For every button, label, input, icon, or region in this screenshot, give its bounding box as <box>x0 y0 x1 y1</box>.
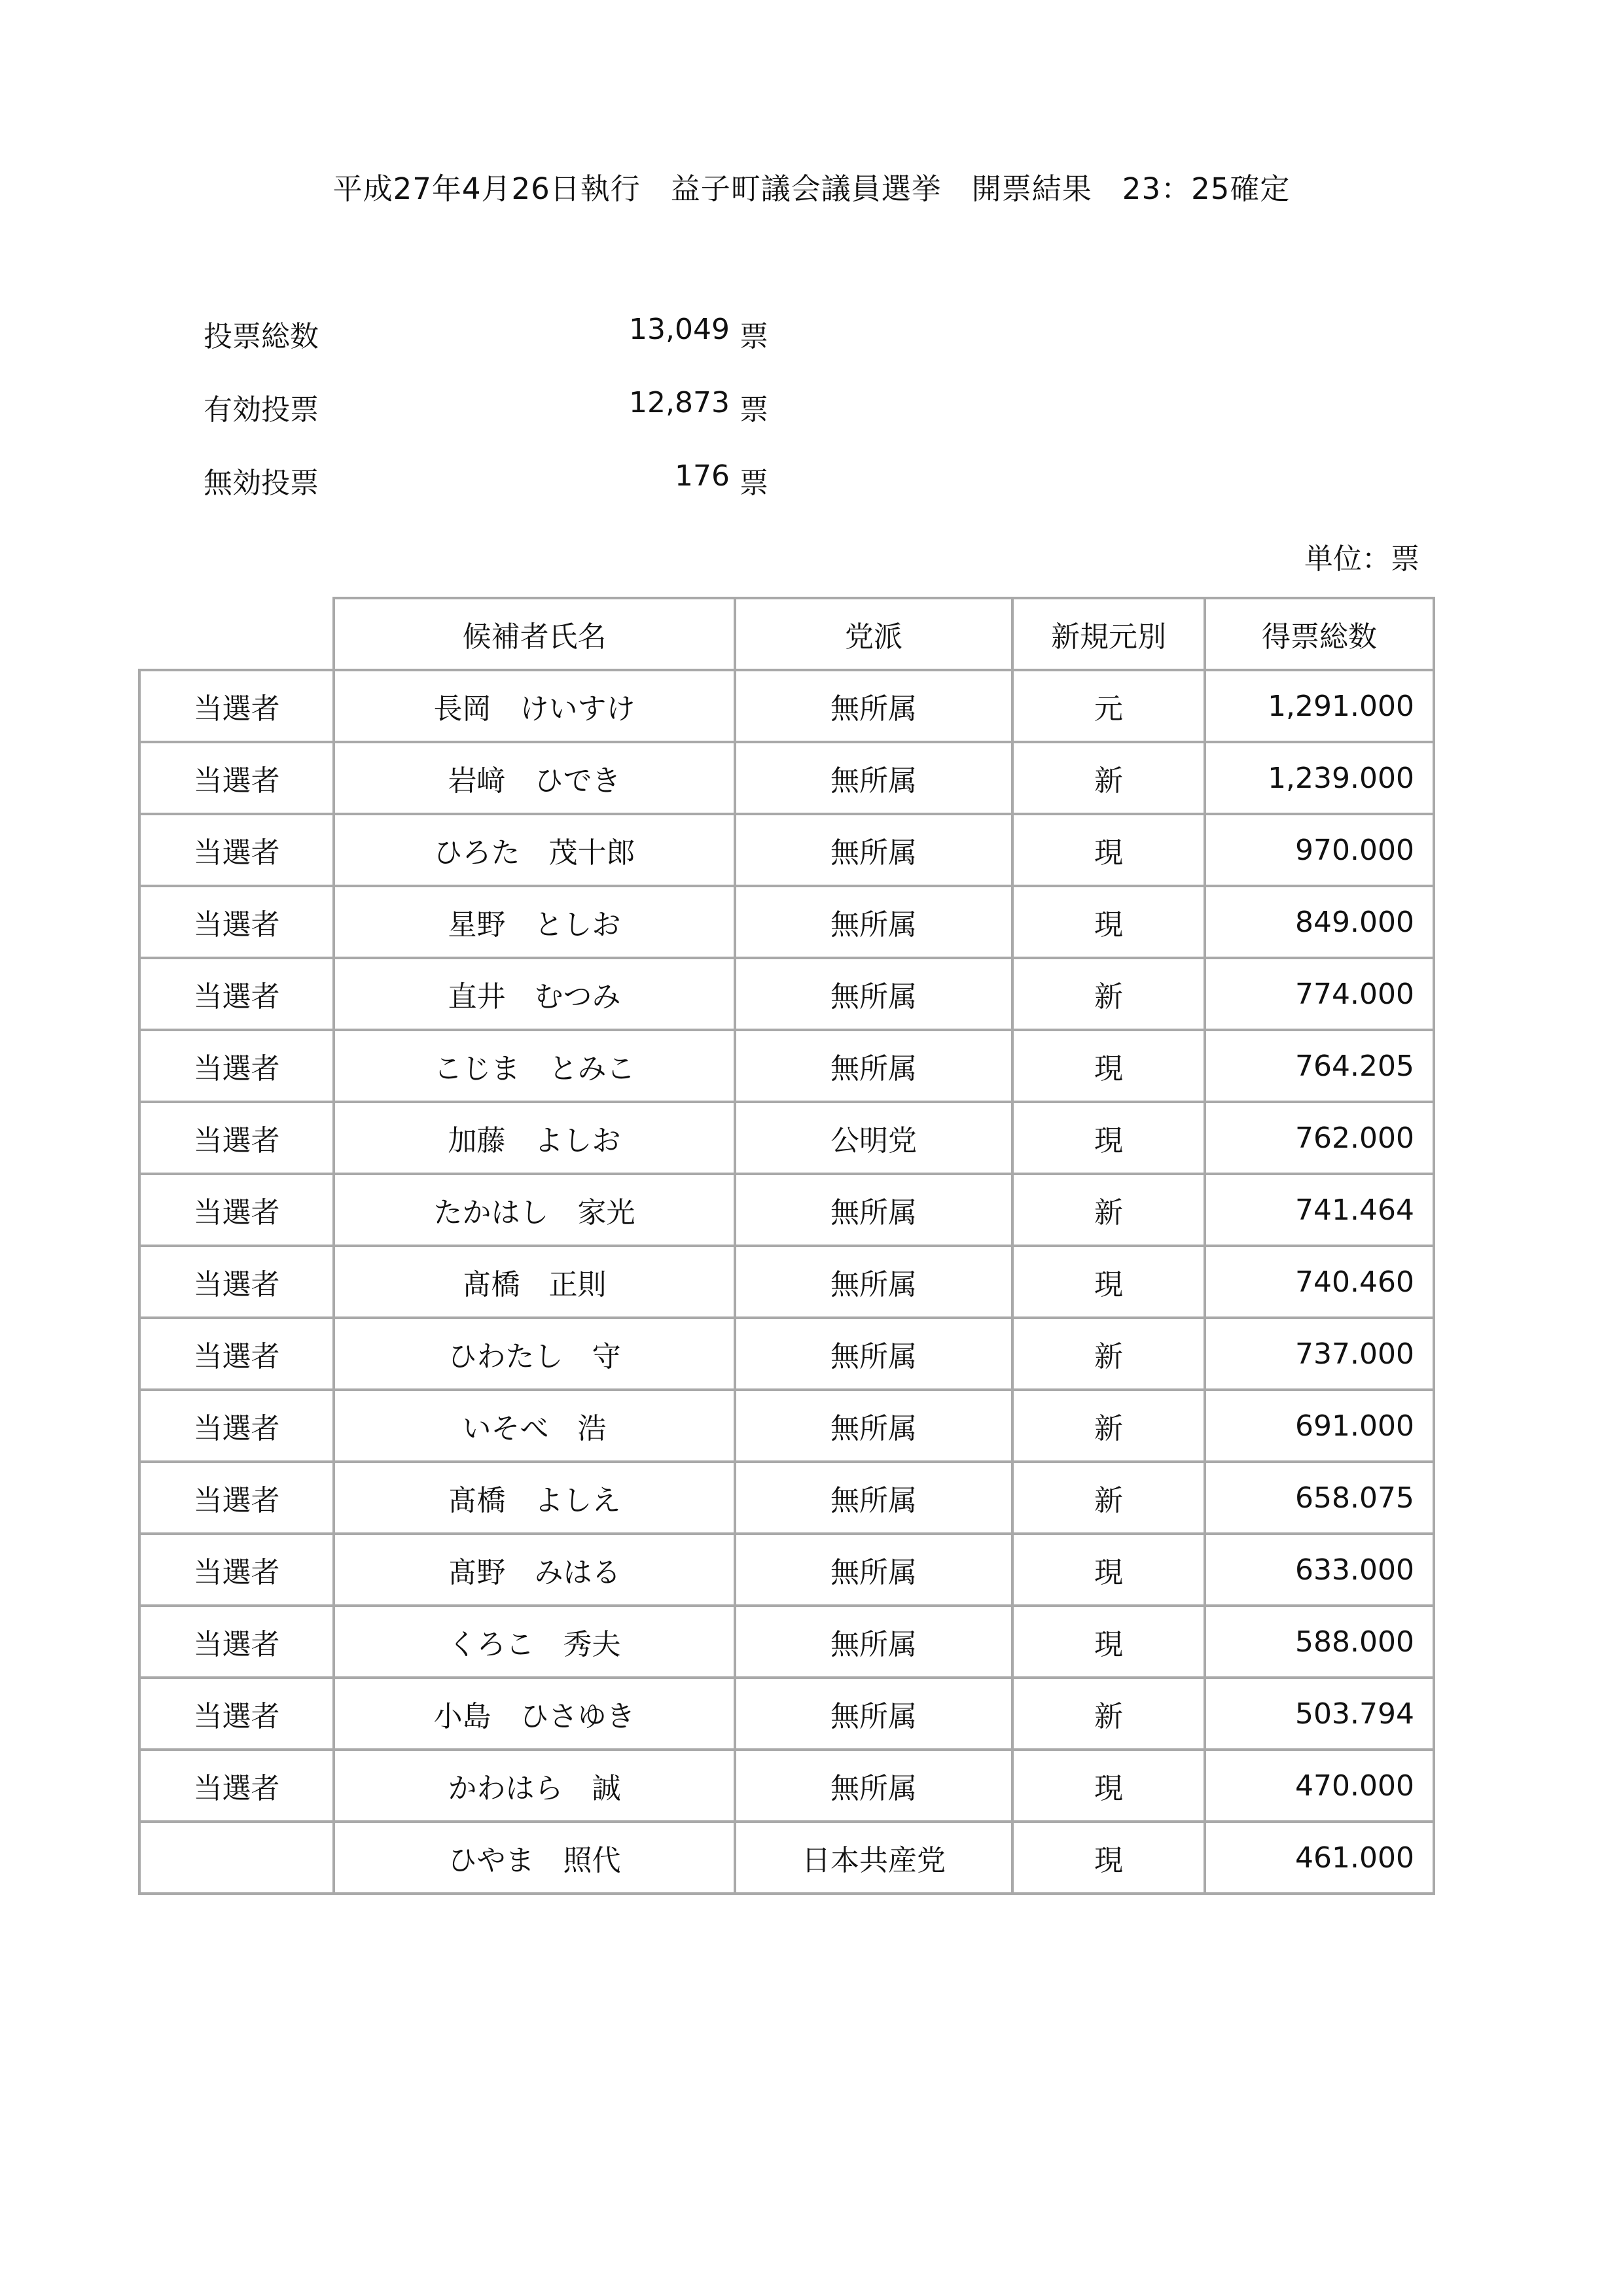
candidate-name-cell: 加藤 よしお <box>334 1102 735 1174</box>
table-row <box>139 958 1434 1030</box>
party-cell: 無所属 <box>735 1318 1012 1390</box>
party-cell: 無所属 <box>735 1390 1012 1462</box>
type-cell: 新 <box>1012 1462 1205 1534</box>
status-cell: 当選者 <box>139 1678 334 1750</box>
table-row <box>139 1246 1434 1318</box>
party-cell: 無所属 <box>735 742 1012 814</box>
votes-cell: 1,291.000 <box>1205 670 1434 742</box>
table-row <box>139 1606 1434 1678</box>
candidate-name-cell: 星野 としお <box>334 886 735 958</box>
candidate-name-cell: 髙橋 正則 <box>334 1246 735 1318</box>
status-cell: 当選者 <box>139 1318 334 1390</box>
votes-cell: 633.000 <box>1205 1534 1434 1606</box>
status-cell: 当選者 <box>139 1390 334 1462</box>
stat-value-total: 13,049 <box>629 313 730 346</box>
votes-cell: 970.000 <box>1205 814 1434 886</box>
status-cell: 当選者 <box>139 742 334 814</box>
party-cell: 無所属 <box>735 1678 1012 1750</box>
type-cell: 新 <box>1012 958 1205 1030</box>
party-cell: 無所属 <box>735 814 1012 886</box>
header-votes: 得票総数 <box>1205 598 1434 670</box>
party-cell: 無所属 <box>735 958 1012 1030</box>
candidate-name-cell: 岩﨑 ひでき <box>334 742 735 814</box>
status-cell: 当選者 <box>139 886 334 958</box>
type-cell: 新 <box>1012 1678 1205 1750</box>
votes-cell: 1,239.000 <box>1205 742 1434 814</box>
table-row <box>139 1174 1434 1246</box>
status-cell: 当選者 <box>139 1462 334 1534</box>
type-cell: 現 <box>1012 886 1205 958</box>
type-cell: 現 <box>1012 1246 1205 1318</box>
candidate-name-cell: かわはら 誠 <box>334 1750 735 1822</box>
party-cell: 無所属 <box>735 1606 1012 1678</box>
status-cell: 当選者 <box>139 1030 334 1102</box>
table-row <box>139 1462 1434 1534</box>
party-cell: 日本共産党 <box>735 1822 1012 1894</box>
party-cell: 公明党 <box>735 1102 1012 1174</box>
votes-cell: 461.000 <box>1205 1822 1434 1894</box>
stat-unit-invalid: 票 <box>740 467 768 500</box>
type-cell: 新 <box>1012 1390 1205 1462</box>
table-row <box>139 1318 1434 1390</box>
votes-cell: 470.000 <box>1205 1750 1434 1822</box>
stat-value-valid: 12,873 <box>629 386 730 419</box>
votes-cell: 849.000 <box>1205 886 1434 958</box>
votes-cell: 588.000 <box>1205 1606 1434 1678</box>
page-title: 平成27年4月26日執行 益子町議会議員選挙 開票結果 23：25確定 <box>332 171 1291 206</box>
stat-label-total: 投票総数 <box>204 320 319 353</box>
votes-cell: 764.205 <box>1205 1030 1434 1102</box>
votes-cell: 658.075 <box>1205 1462 1434 1534</box>
votes-cell: 762.000 <box>1205 1102 1434 1174</box>
type-cell: 現 <box>1012 1606 1205 1678</box>
status-cell: 当選者 <box>139 1246 334 1318</box>
header-party: 党派 <box>735 598 1012 670</box>
table-row <box>139 1678 1434 1750</box>
header-type: 新規元別 <box>1012 598 1205 670</box>
status-cell: 当選者 <box>139 1534 334 1606</box>
status-cell: 当選者 <box>139 1102 334 1174</box>
candidate-name-cell: ひわたし 守 <box>334 1318 735 1390</box>
votes-cell: 740.460 <box>1205 1246 1434 1318</box>
status-cell <box>139 1822 334 1894</box>
party-cell: 無所属 <box>735 1174 1012 1246</box>
candidate-name-cell: 長岡 けいすけ <box>334 670 735 742</box>
status-cell: 当選者 <box>139 1174 334 1246</box>
party-cell: 無所属 <box>735 1030 1012 1102</box>
type-cell: 現 <box>1012 1102 1205 1174</box>
table-row <box>139 1390 1434 1462</box>
candidate-name-cell: 髙橋 よしえ <box>334 1462 735 1534</box>
votes-cell: 774.000 <box>1205 958 1434 1030</box>
status-cell: 当選者 <box>139 670 334 742</box>
candidate-name-cell: 直井 むつみ <box>334 958 735 1030</box>
party-cell: 無所属 <box>735 1246 1012 1318</box>
table-row <box>139 1750 1434 1822</box>
status-cell: 当選者 <box>139 1606 334 1678</box>
status-cell: 当選者 <box>139 958 334 1030</box>
type-cell: 新 <box>1012 1174 1205 1246</box>
party-cell: 無所属 <box>735 670 1012 742</box>
table-row <box>139 670 1434 742</box>
stat-label-invalid: 無効投票 <box>204 467 319 500</box>
table-row <box>139 814 1434 886</box>
type-cell: 現 <box>1012 1030 1205 1102</box>
stat-value-invalid: 176 <box>675 459 730 493</box>
stat-label-valid: 有効投票 <box>204 393 319 427</box>
votes-cell: 503.794 <box>1205 1678 1434 1750</box>
votes-cell: 737.000 <box>1205 1318 1434 1390</box>
stat-unit-total: 票 <box>740 320 768 353</box>
type-cell: 元 <box>1012 670 1205 742</box>
type-cell: 現 <box>1012 1534 1205 1606</box>
results-table <box>138 597 1435 1895</box>
party-cell: 無所属 <box>735 1534 1012 1606</box>
status-cell: 当選者 <box>139 1750 334 1822</box>
party-cell: 無所属 <box>735 1462 1012 1534</box>
table-row <box>139 1534 1434 1606</box>
type-cell: 現 <box>1012 1822 1205 1894</box>
candidate-name-cell: こじま とみこ <box>334 1030 735 1102</box>
table-header-row <box>139 598 1434 670</box>
candidate-name-cell: くろこ 秀夫 <box>334 1606 735 1678</box>
unit-note: 単位：票 <box>1304 542 1419 576</box>
candidate-name-cell: ひろた 茂十郎 <box>334 814 735 886</box>
table-row <box>139 886 1434 958</box>
table-row <box>139 1030 1434 1102</box>
status-cell: 当選者 <box>139 814 334 886</box>
candidate-name-cell: 小島 ひさゆき <box>334 1678 735 1750</box>
candidate-name-cell: たかはし 家光 <box>334 1174 735 1246</box>
table-row <box>139 742 1434 814</box>
header-blank <box>139 598 334 670</box>
stat-unit-valid: 票 <box>740 393 768 427</box>
party-cell: 無所属 <box>735 886 1012 958</box>
table-row <box>139 1102 1434 1174</box>
type-cell: 現 <box>1012 814 1205 886</box>
votes-cell: 691.000 <box>1205 1390 1434 1462</box>
type-cell: 新 <box>1012 742 1205 814</box>
candidate-name-cell: いそべ 浩 <box>334 1390 735 1462</box>
candidate-name-cell: 髙野 みはる <box>334 1534 735 1606</box>
votes-cell: 741.464 <box>1205 1174 1434 1246</box>
type-cell: 新 <box>1012 1318 1205 1390</box>
type-cell: 現 <box>1012 1750 1205 1822</box>
candidate-name-cell: ひやま 照代 <box>334 1822 735 1894</box>
party-cell: 無所属 <box>735 1750 1012 1822</box>
header-name: 候補者氏名 <box>334 598 735 670</box>
table-row <box>139 1822 1434 1894</box>
